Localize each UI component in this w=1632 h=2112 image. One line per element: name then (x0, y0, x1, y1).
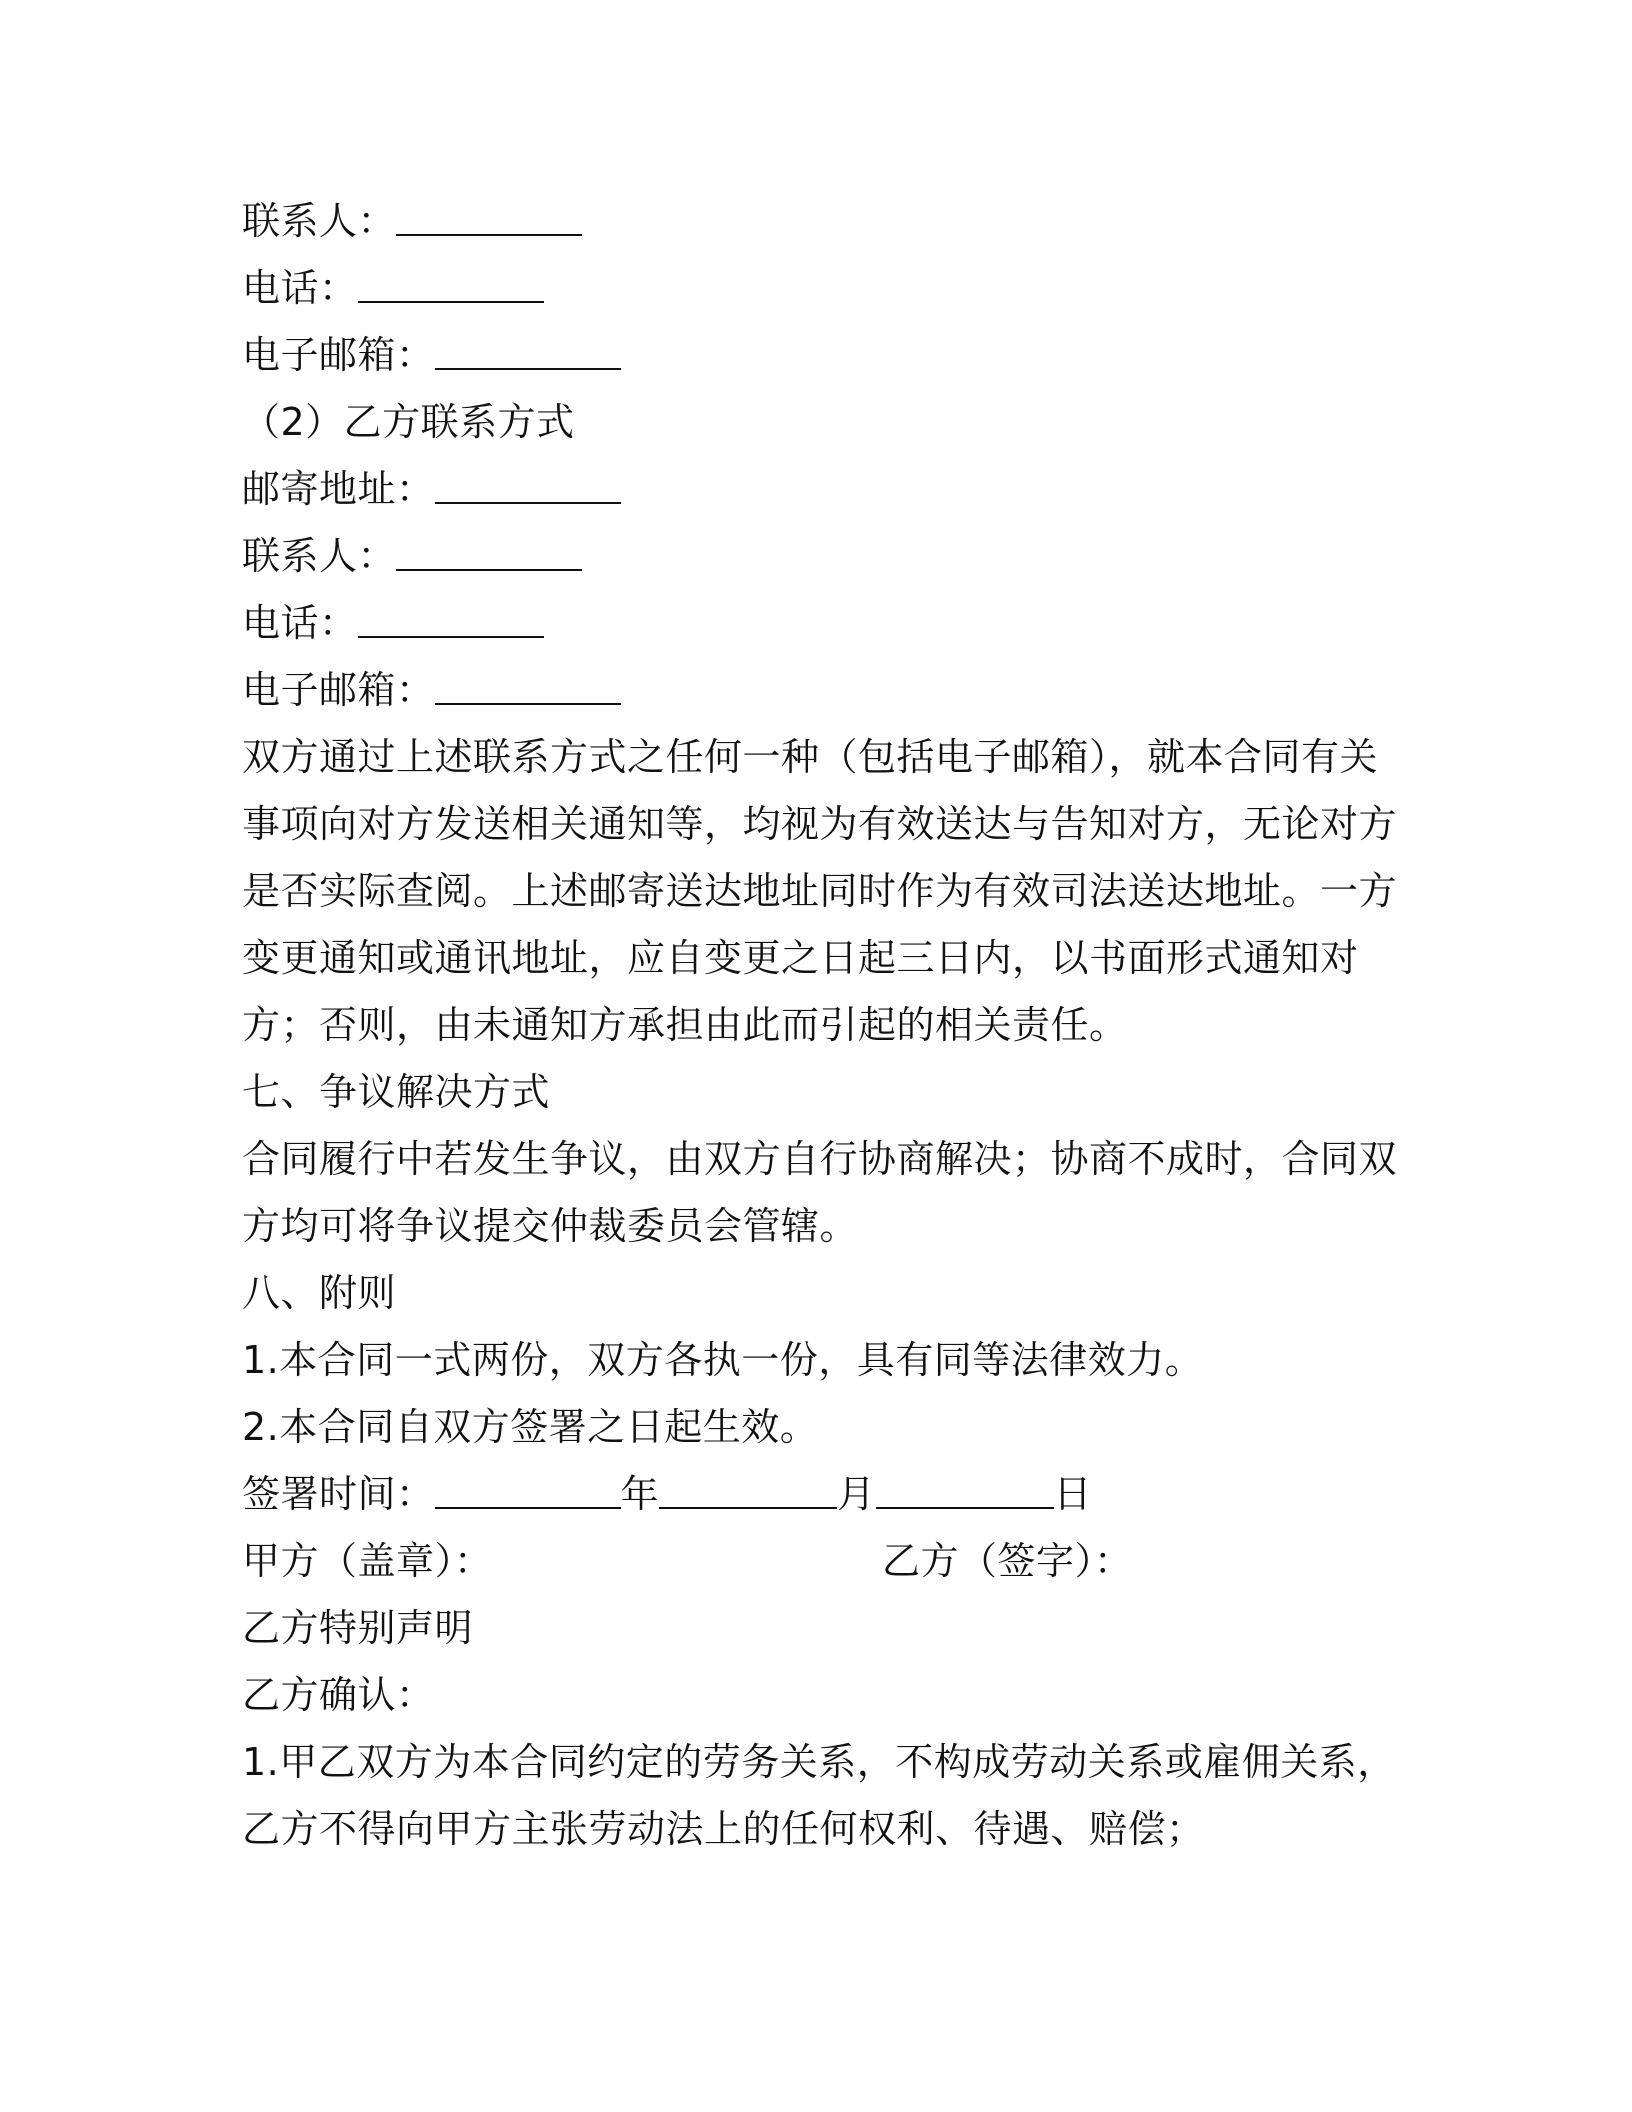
signing-time-line (242, 1461, 1392, 1528)
section7-line: 方均可将争议提交仲裁委员会管辖。 (242, 1204, 859, 1248)
year-blank (435, 1467, 621, 1509)
phone-label: 电话： (242, 601, 358, 645)
section7-line: 合同履行中若发生争议，由双方自行协商解决；协商不成时，合同双 (242, 1137, 1398, 1181)
party-b-sign-label: 乙方（签字）： (882, 1539, 1133, 1583)
party-a-seal-label: 甲方（盖章）： (242, 1539, 493, 1583)
day-label: 日 (1053, 1472, 1093, 1516)
contact-blank (396, 194, 582, 236)
contact-label: 联系人： (242, 199, 397, 243)
address-blank (435, 462, 621, 504)
signing-time-label: 签署时间： (242, 1472, 435, 1516)
year-label: 年 (620, 1472, 660, 1516)
phone-blank (358, 261, 544, 303)
signature-line (242, 1528, 1392, 1595)
contact-blank (396, 529, 582, 571)
day-blank (876, 1467, 1054, 1509)
contract-page (242, 188, 1398, 1863)
party-b-heading: （2）乙方联系方式 (242, 400, 575, 444)
email-label: 电子邮箱： (242, 668, 435, 712)
notice-line: 变更通知或通讯地址，应自变更之日起三日内，以书面形式通知对 (242, 936, 1359, 980)
party-a-email-line (242, 322, 1392, 389)
email-blank (435, 663, 621, 705)
phone-label: 电话： (242, 266, 358, 310)
month-blank (659, 1467, 837, 1509)
notice-line: 是否实际查阅。上述邮寄送达地址同时作为有效司法送达地址。一方 (242, 869, 1398, 913)
party-a-phone-line (242, 255, 1392, 322)
section7-title: 七、争议解决方式 (242, 1070, 551, 1114)
party-a-contact-line (242, 188, 1392, 255)
declaration-title: 乙方特别声明 (242, 1606, 474, 1650)
notice-line: 双方通过上述联系方式之任何一种（包括电子邮箱），就本合同有关 (242, 735, 1379, 779)
declaration-confirm: 乙方确认： (242, 1673, 435, 1717)
section8-item-1: 1.本合同一式两份，双方各执一份，具有同等法律效力。 (242, 1338, 1204, 1382)
party-b-address-line (242, 456, 1392, 523)
section8-title: 八、附则 (242, 1271, 397, 1315)
email-label: 电子邮箱： (242, 333, 435, 377)
party-b-contact-line (242, 523, 1392, 590)
declaration-line: 1.甲乙双方为本合同约定的劳务关系，不构成劳动关系或雇佣关系， (242, 1740, 1396, 1784)
month-label: 月 (837, 1472, 876, 1516)
party-b-phone-line (242, 590, 1392, 657)
contact-label: 联系人： (242, 534, 397, 578)
address-label: 邮寄地址： (242, 467, 435, 511)
phone-blank (358, 596, 544, 638)
party-b-email-line (242, 657, 1392, 724)
notice-line: 事项向对方发送相关通知等，均视为有效送达与告知对方，无论对方 (242, 802, 1398, 846)
email-blank (435, 328, 621, 370)
declaration-line: 乙方不得向甲方主张劳动法上的任何权利、待遇、赔偿； (242, 1807, 1205, 1851)
notice-line: 方；否则，由未通知方承担由此而引起的相关责任。 (242, 1003, 1128, 1047)
section8-item-2: 2.本合同自双方签署之日起生效。 (242, 1405, 819, 1449)
